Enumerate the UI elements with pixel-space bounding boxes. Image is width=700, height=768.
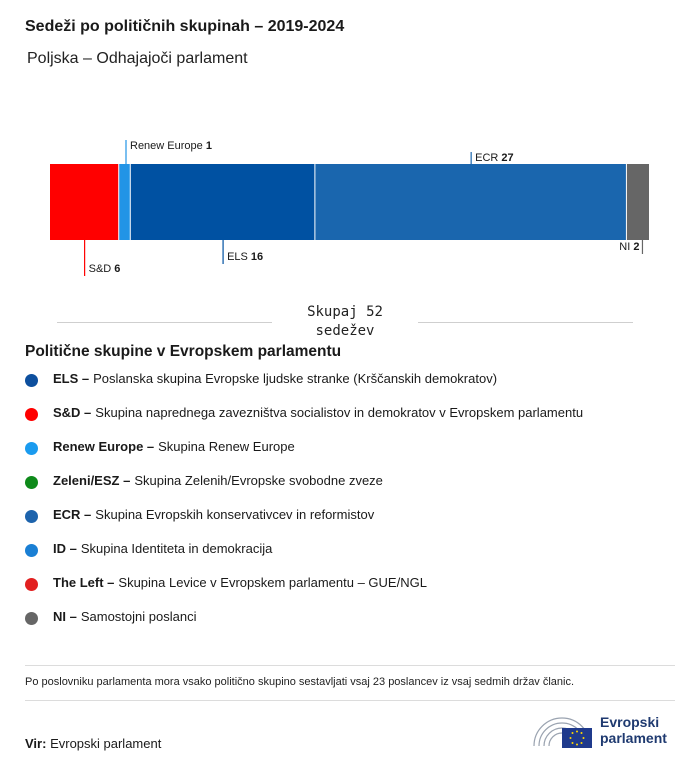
source-value: Evropski parlament xyxy=(50,736,162,751)
legend-description: Skupina Zelenih/Evropske svobodne zveze xyxy=(134,473,383,488)
legend-description: Samostojni poslanci xyxy=(80,609,197,624)
legend-item xyxy=(25,439,583,473)
legend-abbr: Zeleni/ESZ – xyxy=(53,473,131,488)
legend-description: Skupina Renew Europe xyxy=(158,439,295,454)
label-ni: NI 2 xyxy=(619,241,640,253)
legend-dot-icon xyxy=(25,476,38,489)
chart-subtitle: Poljska – Odhajajoči parlament xyxy=(27,50,248,67)
legend-description: Skupina Identiteta in demokracija xyxy=(80,541,273,556)
legend-description: Skupina Evropskih konservativcev in reformistov xyxy=(95,507,375,522)
legend-description: Skupina naprednega zavezništva socialistov in demokratov v Evropskem parlamentu xyxy=(95,405,584,420)
legend-dot-icon xyxy=(25,374,38,387)
logo-text-line1: Evropski xyxy=(600,714,660,730)
legend-abbr: ELS – xyxy=(53,371,90,386)
bar-s-d xyxy=(50,164,118,240)
legend-dot-icon xyxy=(25,408,38,421)
bar-renew-europe xyxy=(119,164,130,240)
legend-item xyxy=(25,541,583,575)
logo-text xyxy=(600,714,667,746)
bar-ecr xyxy=(315,164,626,240)
legend-dot-icon xyxy=(25,612,38,625)
legend-abbr: S&D – xyxy=(53,405,92,420)
legend-dot-icon xyxy=(25,510,38,523)
legend-item xyxy=(25,609,583,643)
label-renew-europe: Renew Europe 1 xyxy=(130,140,212,152)
legend-description: Poslanska skupina Evropske ljudske stranke (Krščanskih demokratov) xyxy=(93,371,498,386)
divider xyxy=(25,665,675,666)
legend-description: Skupina Levice v Evropskem parlamentu – GUE/NGL xyxy=(118,575,427,590)
source-label: Vir: xyxy=(25,736,47,751)
label-ecr: ECR 27 xyxy=(475,152,514,164)
label-s-d: S&D 6 xyxy=(88,263,121,275)
divider xyxy=(25,700,675,701)
legend-abbr: NI – xyxy=(53,609,77,624)
label-els: ELS 16 xyxy=(227,251,264,263)
total-divider-right xyxy=(418,322,633,323)
legend-item xyxy=(25,405,583,439)
bar-ni xyxy=(627,164,649,240)
legend-dot-icon xyxy=(25,544,38,557)
logo-text-line2: parlament xyxy=(600,730,667,746)
chart-title: Sedeži po političnih skupinah – 2019-2024 xyxy=(25,18,345,35)
legend xyxy=(25,371,583,643)
legend-item xyxy=(25,473,583,507)
legend-abbr: ID – xyxy=(53,541,77,556)
legend-dot-icon xyxy=(25,578,38,591)
legend-abbr: The Left – xyxy=(53,575,115,590)
legend-item xyxy=(25,507,583,541)
total-divider-left xyxy=(57,322,272,323)
bar-els xyxy=(131,164,315,240)
legend-item xyxy=(25,371,583,405)
legend-abbr: Renew Europe – xyxy=(53,439,155,454)
legend-dot-icon xyxy=(25,442,38,455)
legend-abbr: ECR – xyxy=(53,507,92,522)
legend-title: Politične skupine v Evropskem parlamentu xyxy=(25,343,342,360)
source xyxy=(25,736,161,751)
stacked-bar-chart xyxy=(0,130,700,290)
total-seats-label: Skupaj 52 sedežev xyxy=(307,304,383,339)
footnote: Po poslovniku parlamenta mora vsako politično skupino sestavljati vsaj 23 poslancev iz vsaj sedmih držav članic. xyxy=(25,676,575,688)
legend-item xyxy=(25,575,583,609)
